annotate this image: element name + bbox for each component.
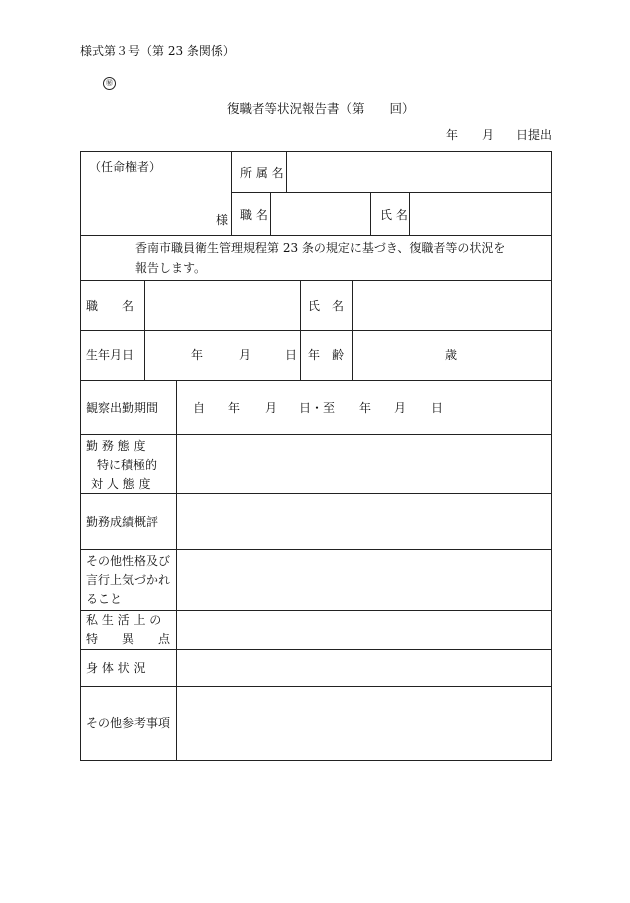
grid-line	[80, 235, 552, 236]
grid-line	[286, 151, 287, 192]
subject-name-label: 氏 名	[308, 299, 345, 313]
reporter-name-label: 氏 名	[380, 208, 408, 222]
private-life-label-1: 私 生 活 上 の	[86, 613, 162, 627]
birthdate-label: 生年月日	[86, 348, 135, 362]
grid-line	[80, 330, 552, 331]
appointer-label: （任命権者）	[89, 160, 162, 174]
grid-line	[300, 280, 301, 380]
subject-position-field[interactable]	[145, 281, 299, 329]
period-from-year: 年	[228, 401, 241, 415]
period-to-year: 年	[359, 401, 372, 415]
birth-day-unit: 日	[285, 348, 298, 362]
private-life-label-2: 特 異 点	[86, 632, 171, 646]
attitude-label-1: 勤 務 態 度	[86, 439, 146, 453]
period-from-month: 月	[265, 401, 278, 415]
observation-period-label: 観察出勤期間	[86, 401, 159, 415]
submit-day: 日提出	[516, 128, 553, 142]
other-notes-field[interactable]	[177, 687, 550, 759]
attitude-label-2: 特に積極的	[97, 458, 158, 472]
performance-field[interactable]	[177, 494, 550, 548]
grid-line	[231, 151, 232, 235]
subject-position-label: 職 名	[86, 299, 135, 313]
intro-line-1: 香南市職員衛生管理規程第 23 条の規定に基づき、復職者等の状況を	[135, 241, 506, 255]
performance-label: 勤務成績概評	[86, 515, 159, 529]
physical-condition-field[interactable]	[177, 650, 550, 685]
period-to-day: 日	[431, 401, 444, 415]
age-label: 年 齢	[308, 348, 345, 362]
personality-field[interactable]	[177, 550, 550, 609]
personality-label-2: 言行上気づかれ	[86, 573, 171, 587]
report-form	[80, 151, 552, 761]
document-title: 復職者等状況報告書（第 回）	[227, 101, 415, 116]
reporter-position-label: 職 名	[240, 208, 268, 222]
submit-month: 月	[482, 128, 495, 142]
submit-year: 年	[446, 128, 459, 142]
attitude-field[interactable]	[177, 435, 550, 492]
confidential-seal-icon: ㊙	[103, 77, 116, 90]
grid-line	[370, 192, 371, 235]
physical-condition-label: 身 体 状 況	[86, 661, 146, 675]
age-unit: 歳	[445, 348, 458, 362]
period-from: 自	[193, 401, 206, 415]
honorific-label: 様	[216, 213, 229, 227]
confidential-seal	[103, 74, 116, 90]
attitude-label-3: 対 人 態 度	[91, 477, 151, 491]
personality-label-3: ること	[86, 592, 123, 606]
reporter-position-field[interactable]	[271, 193, 369, 234]
birth-month-unit: 月	[239, 348, 252, 362]
reporter-name-field[interactable]	[410, 193, 550, 234]
birth-year-unit: 年	[191, 348, 204, 362]
personality-label-1: その他性格及び	[86, 554, 171, 568]
grid-line	[80, 380, 552, 381]
period-from-day-to: 日・至	[299, 401, 336, 415]
subject-name-field[interactable]	[353, 281, 550, 329]
intro-line-2: 報告します。	[135, 261, 207, 275]
affiliation-label: 所 属 名	[240, 166, 284, 180]
form-number: 様式第３号（第 23 条関係）	[80, 44, 235, 58]
other-notes-label: その他参考事項	[86, 716, 171, 730]
private-life-field[interactable]	[177, 611, 550, 648]
period-to-month: 月	[394, 401, 407, 415]
